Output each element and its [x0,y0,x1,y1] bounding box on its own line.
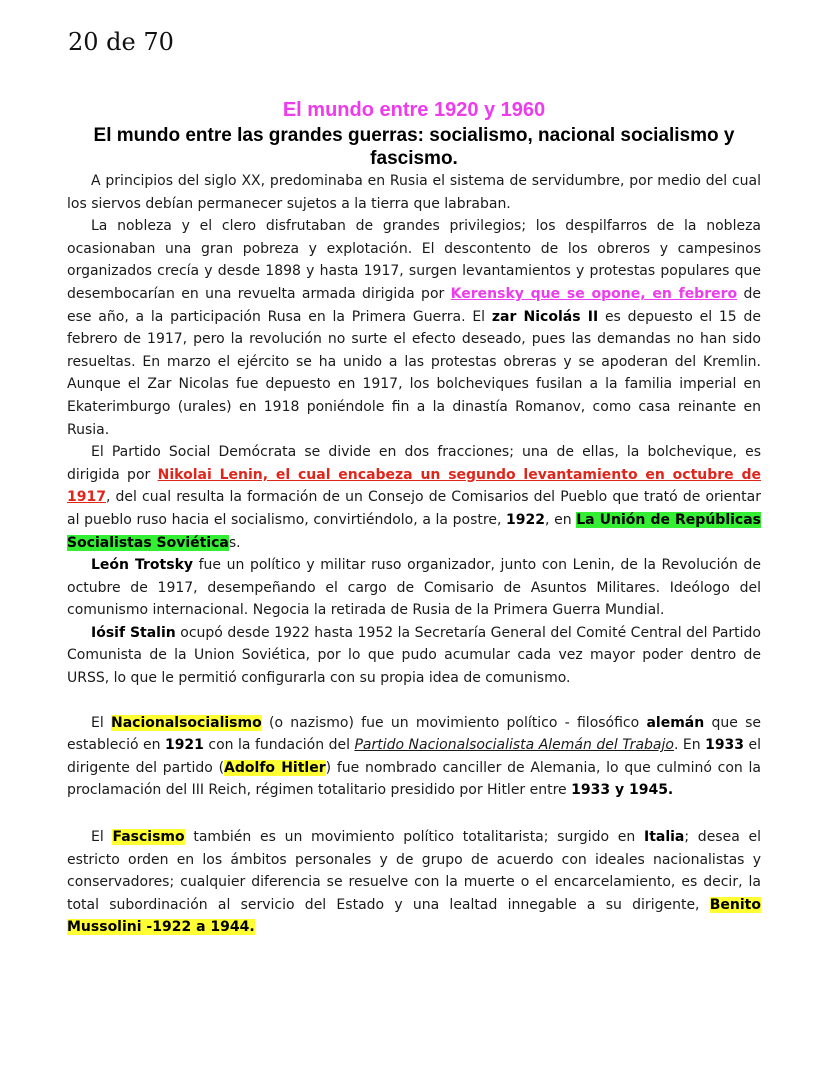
paragraph-text: con la fundación del [203,737,355,754]
bold-term: alemán [646,714,705,731]
bold-term: 1922 [506,511,546,528]
paragraph-nacionalsocialismo [67,712,761,802]
bold-term: Iósif Stalin [91,624,176,641]
paragraph-text: El [91,714,111,731]
paragraph-partido-social [67,441,761,554]
paragraph-trotsky [67,554,761,622]
paragraph-text: ) fue nombrado canciller de Alemania, lo que culminó con la proclamación del III Reich, régimen totalitario presidido por Hitler entre [67,759,762,799]
urss-highlight: La Unión de Repúblicas Socialistas Soviética [67,511,761,551]
page-title: El mundo entre 1920 y 1960 [282,99,546,121]
paragraph-text: ocupó desde 1922 hasta 1952 la Secretaría General del Comité Central del Partido Comunista de la Union Soviética, por lo que pudo acumular cada vez mayor poder dentro de URSS, lo que le permitió configurarla con su propia idea de comunismo. [67,624,761,687]
paragraph-text: El Partido Social Demócrata se divide en dos fracciones; una de ellas, la bolchevique, es dirigida por [67,444,761,483]
bold-term: 1933 y 1945. [571,782,674,799]
paragraph-text: es depuesto el 15 de febrero de 1917, pero la revolución no surte el efecto deseado, pues las demandas no han sido resueltas. En marzo el ejército se ha unido a las protestas obreras y se apoderan del Kremlin. Aunque el Zar Nicolas fue depuesto en 1917, los bolcheviques fusilan a la familia imperial en Ekaterimburgo (urales) en 1918 poniéndole fin a la dinastía Romanov, como casa reinante en Rusia. [67,308,761,438]
page-subtitle: El mundo entre las grandes guerras: socialismo, nacional socialismo y fascismo. [93,125,735,169]
partido-underlined: Partido Nacionalsocialista Alemán del Trabajo [354,737,674,754]
bold-term: 1933 [705,737,745,754]
spacer [67,690,761,712]
bold-term: Italia [643,829,685,846]
paragraph-nobleza [67,215,761,441]
paragraph-text: A principios del siglo XX, predominaba en Rusia el sistema de servidumbre, por medio del cual los siervos debían permanecer sujetos a la tierra que labraban. [67,173,761,212]
paragraph-text: El [91,829,113,846]
fascismo-highlight: Fascismo [112,829,185,846]
bold-term: zar Nicolás II [491,308,599,325]
nacionalsocialismo-highlight: Nacionalsocialismo [111,714,262,731]
paragraph-text: ; desea el estricto orden en los ámbitos personales y de grupo de acuerdo con ideales nacionalistas y conservadores; cualquier diferencia se resuelve con la muerte o el encarcelamiento, es decir, la total subordinación al servicio del Estado y una lealtad innegable a su dirigente, [67,829,762,913]
paragraph-fascismo [67,826,761,939]
paragraph-servidumbre [67,170,761,215]
paragraph-text: s. [228,534,241,551]
mussolini-highlight: Benito Mussolini -1922 a 1944. [67,896,761,936]
paragraph-text: , en [545,511,577,528]
lenin-link[interactable]: Nikolai Lenin, el cual encabeza un segundo levantamiento en octubre de 1917 [67,466,761,506]
bold-term: 1921 [164,737,204,754]
paragraph-text: fue un político y militar ruso organizador, junto con Lenin, de la Revolución de octubre de 1917, desempeñando el cargo de Comisario de Asuntos Militares. Ideólogo del comunismo internacional. Negocia la retirada de Rusia de la Primera Guerra Mundial. [67,557,761,619]
paragraph-text: el dirigente del partido ( [67,737,762,776]
paragraph-text: también es un movimiento político totalitarista; surgido en [184,829,644,846]
paragraph-text: La nobleza y el clero disfrutaban de grandes privilegios; los despilfarros de la nobleza ocasionaban una gran pobreza y explotación. El descontento de los obreros y campesinos organizados crecía y desde 1898 y hasta 1917, surgen levantamientos y protestas populares que desembocarían en una revuelta armada dirigida por [67,218,761,302]
page-number: 20 de 70 [68,28,174,56]
paragraph-text: de ese año, a la participación Rusa en la Primera Guerra. El [67,285,761,325]
document-body [67,98,761,939]
paragraph-text: (o nazismo) fue un movimiento político - filosófico [261,714,647,731]
paragraph-text: , del cual resulta la formación de un Consejo de Comisarios del Pueblo que trató de orientar al pueblo ruso hacia el socialismo, convirtiéndolo, a la postre, [67,489,761,528]
paragraph-text: . En [673,737,706,754]
paragraph-stalin [67,622,761,690]
kerensky-link[interactable]: Kerensky que se opone, en febrero [450,285,738,302]
paragraph-text: que se estableció en [67,714,761,754]
hitler-highlight: Adolfo Hitler [224,759,326,776]
spacer [67,802,761,826]
bold-term: León Trotsky [91,557,194,574]
